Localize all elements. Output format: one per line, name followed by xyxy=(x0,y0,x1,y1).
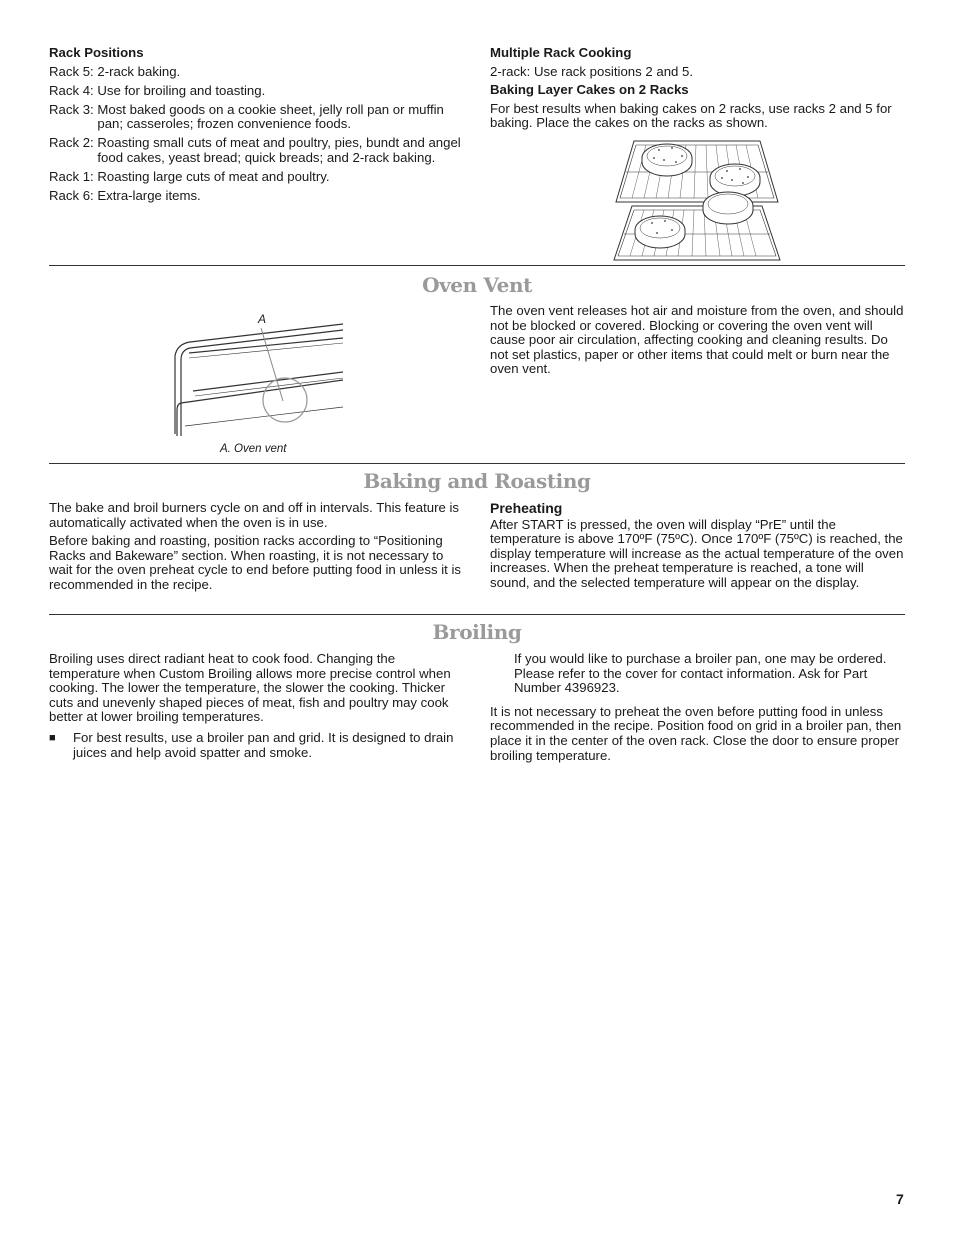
rack-item-label: Rack 3: xyxy=(49,101,98,117)
broiler-pan-purchase-text: If you would like to purchase a broiler pan, one may be ordered. Please refer to the cover for contact information. Ask for Part Number 4396923. xyxy=(514,651,887,696)
section-divider xyxy=(49,463,905,464)
baking-roasting-para1: The bake and broil burners cycle on and off in intervals. This feature is automatically activated when the oven is in use. xyxy=(49,500,460,530)
broiling-para1: Broiling uses direct radiant heat to cook food. Changing the temperature when Custom Broiling allows more precise control when cooking. The lower the temperature, the slower the cooking. Thicker cuts and unevenly shaped pieces of meat, fish and poultry may cook better at lower broiling temperatures. xyxy=(49,651,451,725)
rack-item-text: Roasting small cuts of meat and poultry, pies, bundt and angel food cakes, yeast bread; quick breads; and 2-rack baking. xyxy=(97,135,461,165)
cake-upper-left xyxy=(642,144,692,176)
rack-item xyxy=(49,84,464,99)
rack-positions-list xyxy=(49,65,464,204)
rack-positions-section xyxy=(49,46,464,208)
rack-item-label: Rack 5: xyxy=(49,63,98,79)
rack-item-text: Extra-large items. xyxy=(97,187,201,203)
rack-item xyxy=(49,103,464,132)
broiling-right xyxy=(490,652,905,767)
baking-roasting-left xyxy=(49,501,464,597)
preheating-body: After START is pressed, the oven will display “PrE” until the temperature is above 170ºF (75ºC). Once 170ºF (75ºC) is reached, the display temperature will increase as the actual temperature of the oven increases. When the preheat temperature is reached, a tone will sound, and the selected temperature will appear on the display. xyxy=(490,516,904,590)
oven-vent-title: Oven Vent xyxy=(422,273,532,297)
multiple-rack-section xyxy=(490,46,905,135)
broiling-bullet xyxy=(49,731,464,760)
rack-item xyxy=(49,189,464,204)
rack-item-label: Rack 4: xyxy=(49,82,98,98)
preheating-section xyxy=(490,501,905,595)
two-rack-cakes-illustration xyxy=(612,138,782,264)
oven-vent-callout-letter: A xyxy=(258,312,267,326)
oven-vent-text-block xyxy=(490,304,905,381)
bullet-square-icon: ■ xyxy=(49,731,56,744)
rack-item-text: Most baked goods on a cookie sheet, jelly roll pan or muffin pan; casseroles; frozen convenience foods. xyxy=(97,101,444,132)
cake-lower-right xyxy=(703,192,753,224)
baking-roasting-para2: Before baking and roasting, position racks according to “Positioning Racks and Bakeware” section. When roasting, it is not necessary to wait for the oven preheat cycle to end before putting food in unless it is recommended in the recipe. xyxy=(49,533,461,592)
rack-positions-heading: Rack Positions xyxy=(49,45,144,60)
multiple-rack-heading: Multiple Rack Cooking xyxy=(490,45,632,60)
multiple-rack-text: 2-rack: Use rack positions 2 and 5. xyxy=(490,63,694,79)
rack-item xyxy=(49,65,464,80)
page-number: 7 xyxy=(896,1191,904,1207)
rack-item xyxy=(49,136,464,165)
layer-cakes-heading: Baking Layer Cakes on 2 Racks xyxy=(490,82,689,98)
rack-item xyxy=(49,170,464,185)
cake-lower-left xyxy=(635,216,685,248)
cake-upper-right xyxy=(710,164,760,196)
section-divider xyxy=(49,265,905,266)
broiling-title: Broiling xyxy=(432,620,522,644)
rack-item-label: Rack 2: xyxy=(49,135,98,151)
rack-item-text: 2-rack baking. xyxy=(97,63,181,79)
baking-roasting-title: Baking and Roasting xyxy=(363,469,591,493)
oven-vent-illustration xyxy=(165,308,350,443)
preheating-heading: Preheating xyxy=(490,500,563,516)
rack-item-label: Rack 6: xyxy=(49,187,98,203)
rack-item-text: Roasting large cuts of meat and poultry. xyxy=(97,168,330,184)
broiling-left xyxy=(49,652,464,760)
broiling-right-para2: It is not necessary to preheat the oven before putting food in unless recommended in the recipe. Position food on grid in a broiler pan, then place it in the center of the oven rack. Close the door to ensure proper broiling temperature. xyxy=(490,703,902,763)
section-divider xyxy=(49,614,905,615)
broiling-bullet-text: For best results, use a broiler pan and grid. It is designed to drain juices and help avoid spatter and smoke. xyxy=(73,729,454,760)
oven-vent-body: The oven vent releases hot air and moisture from the oven, and should not be blocked or covered. Blocking or covering the oven vent will cause poor air circulation, affecting cooking and cleaning results. Do not set plastics, paper or other items that could melt or burn near the oven vent. xyxy=(490,303,904,377)
rack-item-text: Use for broiling and toasting. xyxy=(97,82,266,98)
layer-cakes-body: For best results when baking cakes on 2 racks, use racks 2 and 5 for baking. Place the cakes on the racks as shown. xyxy=(490,100,892,131)
oven-vent-caption: A. Oven vent xyxy=(220,443,287,455)
rack-item-label: Rack 1: xyxy=(49,168,98,184)
